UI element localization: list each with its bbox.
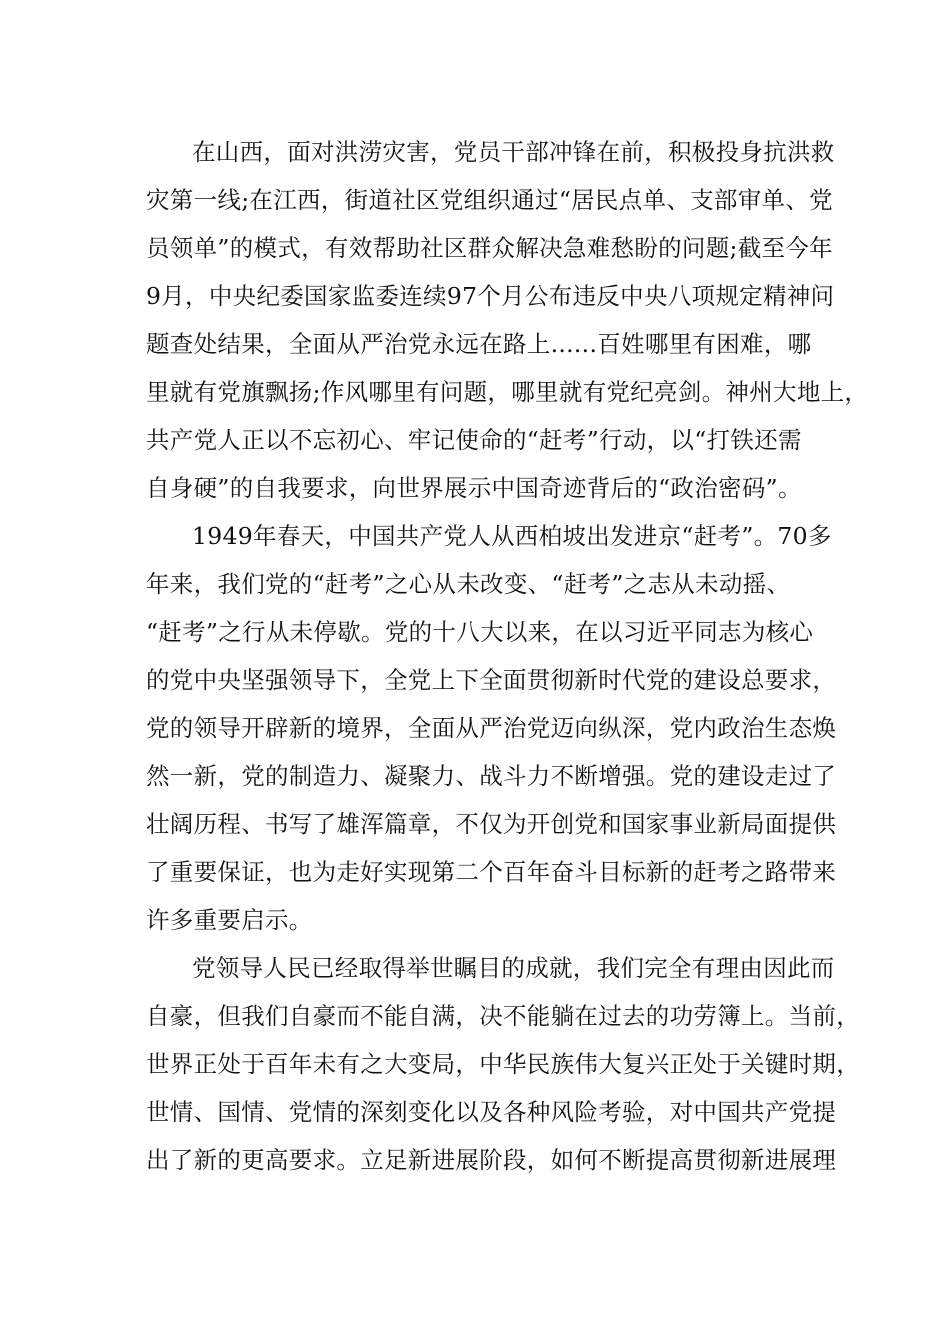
paragraph-line: 灾第一线;在江西，街道社区党组织通过“居民点单、支部审单、党 bbox=[146, 186, 833, 214]
paragraph-line: 题查处结果，全面从严治党永远在路上......百姓哪里有困难，哪 bbox=[146, 330, 812, 358]
paragraph-line: 然一新，党的制造力、凝聚力、战斗力不断增强。党的建设走过了 bbox=[146, 762, 837, 790]
paragraph-line: 自身硬”的自我要求，向世界展示中国奇迹背后的“政治密码”。 bbox=[146, 474, 802, 502]
paragraph-2 bbox=[146, 512, 837, 944]
paragraph-line: 9月，中央纪委国家监委连续97个月公布违反中央八项规定精神问 bbox=[146, 282, 835, 310]
paragraph-line: 共产党人正以不忘初心、牢记使命的“赶考”行动，以“打铁还需 bbox=[146, 426, 802, 454]
paragraph-line: 年来，我们党的“赶考”之心从未改变、“赶考”之志从未动摇、 bbox=[146, 570, 791, 598]
paragraph-line: 的党中央坚强领导下，全党上下全面贯彻新时代党的建设总要求， bbox=[146, 666, 837, 694]
paragraph-1 bbox=[146, 128, 869, 512]
paragraph-line: 出了新的更高要求。立足新进展阶段，如何不断提高贯彻新进展理 bbox=[146, 1146, 837, 1174]
paragraph-line: 了重要保证，也为走好实现第二个百年奋斗目标新的赶考之路带来 bbox=[146, 858, 837, 886]
paragraph-line: 许多重要启示。 bbox=[146, 906, 313, 934]
paragraph-line: 党的领导开辟新的境界，全面从严治党迈向纵深，党内政治生态焕 bbox=[146, 714, 837, 742]
paragraph-line: 员领单”的模式，有效帮助社区群众解决急难愁盼的问题;截至今年 bbox=[146, 234, 833, 262]
paragraph-line: 里就有党旗飘扬;作风哪里有问题，哪里就有党纪亮剑。神州大地上， bbox=[146, 378, 869, 406]
paragraph-line: 党领导人民已经取得举世瞩目的成就，我们完全有理由因此而 bbox=[192, 954, 835, 982]
paragraph-line: 世情、国情、党情的深刻变化以及各种风险考验，对中国共产党提 bbox=[146, 1098, 837, 1126]
paragraph-line: “赶考”之行从未停歇。党的十八大以来，在以习近平同志为核心 bbox=[146, 618, 814, 646]
paragraph-line: 1949年春天，中国共产党人从西柏坡出发进京“赶考”。70多 bbox=[192, 522, 832, 550]
paragraph-3 bbox=[146, 944, 860, 1184]
paragraph-line: 世界正处于百年未有之大变局，中华民族伟大复兴正处于关键时期， bbox=[146, 1050, 860, 1078]
paragraph-line: 壮阔历程、书写了雄浑篇章，不仅为开创党和国家事业新局面提供 bbox=[146, 810, 837, 838]
paragraph-line: 自豪，但我们自豪而不能自满，决不能躺在过去的功劳簿上。当前， bbox=[146, 1002, 860, 1030]
paragraph-line: 在山西，面对洪涝灾害，党员干部冲锋在前，积极投身抗洪救 bbox=[192, 138, 835, 166]
document-body bbox=[146, 128, 869, 1184]
